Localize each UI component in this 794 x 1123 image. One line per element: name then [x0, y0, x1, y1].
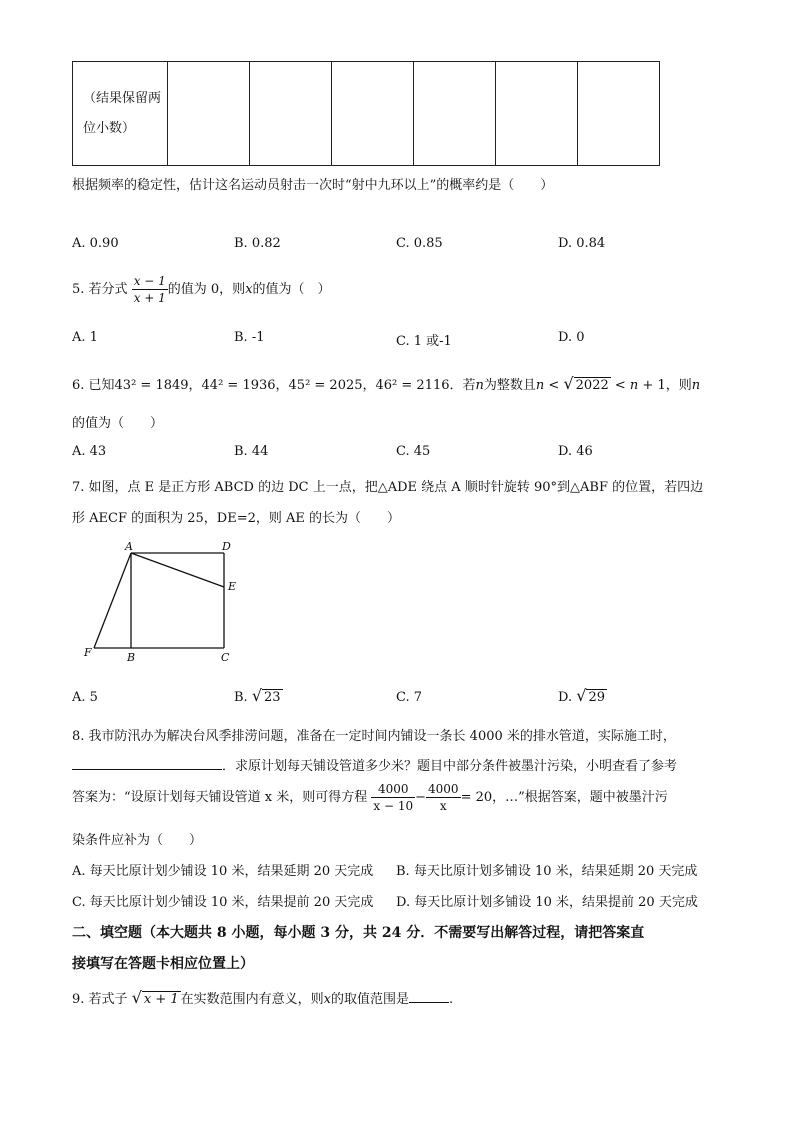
- q8-fraction-1-den: x − 10: [373, 799, 414, 813]
- q5-suffix: 的值为（ ）: [252, 282, 331, 297]
- edge-af: [94, 553, 131, 648]
- q8-line2-text: ．求原计划每天铺设管道多少米？题目中部分条件被墨汁污染，小明查看了参考: [222, 759, 678, 774]
- q9-prefix: 9. 若式子: [72, 992, 128, 1007]
- table-cell: [250, 62, 332, 166]
- q5-option-a: A. 1: [72, 330, 98, 345]
- q4-option-d: D. 0.84: [558, 236, 606, 251]
- q9-radicand: x + 1: [143, 992, 179, 1007]
- q8-option-c: C. 每天比原计划少铺设 10 米，结果提前 20 天完成: [72, 895, 374, 910]
- q6-lt: <: [544, 378, 564, 393]
- q5-fraction: [132, 273, 168, 306]
- q6-n: n: [535, 378, 545, 393]
- q8-minus: −: [415, 790, 427, 805]
- q6-n: n: [475, 378, 484, 393]
- q6-option-a: A. 43: [72, 444, 107, 459]
- q7-option-d-radicand: 29: [588, 690, 605, 705]
- q6-line1a: 6. 已知43² = 1849，44² = 1936，45² = 2025，46² = 2116．若: [72, 378, 476, 393]
- q8-fraction-2: [426, 781, 461, 814]
- q8-fraction-2-den: x: [439, 799, 447, 813]
- section-heading-line1: 二、填空题（本大题共 8 小题，每小题 3 分，共 24 分．不需要写出解答过程，请把答案直: [72, 925, 645, 941]
- q6-plus1: + 1，则: [638, 378, 692, 393]
- q7-option-d-prefix: D.: [558, 690, 573, 705]
- sqrt-icon: √: [576, 686, 587, 705]
- figure-label-d: D: [222, 540, 231, 553]
- q5-fraction-num: x − 1: [133, 274, 166, 288]
- q8-stem-line2: [72, 755, 677, 774]
- figure-label-f: F: [84, 646, 92, 659]
- q8-line3-prefix: 答案为：“设原计划每天铺设管道 x 米，则可得方程: [72, 790, 368, 805]
- q5-middle: 的值为 0，则: [167, 282, 246, 297]
- q5-prefix: 5. 若分式: [72, 282, 128, 297]
- table-cell: [578, 62, 660, 166]
- q6-stem-line2: 的值为（ ）: [72, 416, 164, 431]
- q8-fraction-1-num: 4000: [371, 781, 415, 798]
- figure-label-a: A: [125, 540, 133, 553]
- q4-option-c: C. 0.85: [396, 236, 443, 251]
- q6-stem-line1: [72, 374, 700, 393]
- q6-line1b: 为整数且: [483, 378, 536, 393]
- q7-stem-line1: 7. 如图，点 E 是正方形 ABCD 的边 DC 上一点，把△ADE 绕点 A 顺时针旋转 90°到△ABF 的位置，若四边: [72, 480, 704, 495]
- q7-option-d: [558, 686, 607, 705]
- q8-option-d: D. 每天比原计划多铺设 10 米，结果提前 20 天完成: [396, 895, 698, 910]
- q6-radicand: 2022: [575, 378, 609, 393]
- q5-option-c: C. 1 或-1: [396, 334, 452, 349]
- square-figure: [80, 536, 250, 670]
- section-heading-line2: 接填写在答题卡相应位置上）: [72, 956, 254, 972]
- q8-option-a: A. 每天比原计划少铺设 10 米，结果延期 20 天完成: [72, 864, 374, 879]
- table-row-label: （结果保留两位小数）: [73, 62, 168, 166]
- q8-fraction-1: [371, 781, 415, 814]
- q9-end: .: [449, 992, 454, 1007]
- q7-option-b-radicand: 23: [264, 690, 281, 705]
- q5-stem: [72, 273, 331, 306]
- figure-label-e: E: [228, 580, 237, 593]
- q8-option-b: B. 每天比原计划多铺设 10 米，结果延期 20 天完成: [396, 864, 698, 879]
- q7-option-b: [234, 686, 283, 705]
- table-row: [73, 62, 660, 166]
- table-cell: [496, 62, 578, 166]
- q4-option-b: B. 0.82: [234, 236, 281, 251]
- q9-stem: [72, 988, 453, 1007]
- q8-stem-line1: 8. 我市防汛办为解决台风季排涝问题，准备在一定时间内铺设一条长 4000 米的排水管道，实际施工时，: [72, 729, 676, 744]
- q8-stem-line3: [72, 781, 668, 814]
- q4-option-a: A. 0.90: [72, 236, 119, 251]
- table-cell: [414, 62, 496, 166]
- sqrt-icon: √: [131, 988, 142, 1007]
- q6-option-d: D. 46: [558, 444, 593, 459]
- q6-n: n: [629, 378, 639, 393]
- q7-option-b-prefix: B.: [234, 690, 248, 705]
- q4-stem: 根据频率的稳定性，估计这名运动员射击一次时“射中九环以上”的概率约是（ ）: [72, 178, 554, 193]
- q7-stem-line2: 形 AECF 的面积为 25，DE=2，则 AE 的长为（ ）: [72, 511, 401, 526]
- q6-lt: <: [610, 378, 630, 393]
- q9-var: x: [323, 992, 332, 1007]
- edge-ae: [131, 553, 224, 587]
- sqrt-icon: √: [563, 374, 574, 393]
- q5-option-b: B. -1: [234, 330, 265, 345]
- q9-answer-blank: [409, 990, 449, 1003]
- q9-middle: 在实数范围内有意义，则: [180, 992, 324, 1007]
- sqrt-icon: √: [251, 686, 263, 705]
- q5-fraction-den: x + 1: [133, 291, 166, 305]
- q7-option-c: C. 7: [396, 690, 423, 705]
- data-table: [72, 61, 660, 166]
- q9-suffix: 的取值范围是: [331, 992, 410, 1007]
- q5-var: x: [245, 282, 253, 297]
- q7-option-a: A. 5: [72, 690, 98, 705]
- figure-label-c: C: [221, 651, 230, 664]
- figure-label-b: B: [127, 651, 136, 664]
- q8-stem-line4: 染条件应补为（ ）: [72, 833, 203, 848]
- table-cell: [168, 62, 250, 166]
- q8-ink-blank: [72, 756, 222, 770]
- q8-line3-suffix: = 20，…”根据答案，题中被墨汁污: [460, 790, 668, 805]
- q6-n: n: [691, 378, 701, 393]
- q6-option-c: C. 45: [396, 444, 431, 459]
- q5-option-d: D. 0: [558, 330, 585, 345]
- q8-fraction-2-num: 4000: [428, 782, 459, 796]
- q6-option-b: B. 44: [234, 444, 269, 459]
- table-cell: [332, 62, 414, 166]
